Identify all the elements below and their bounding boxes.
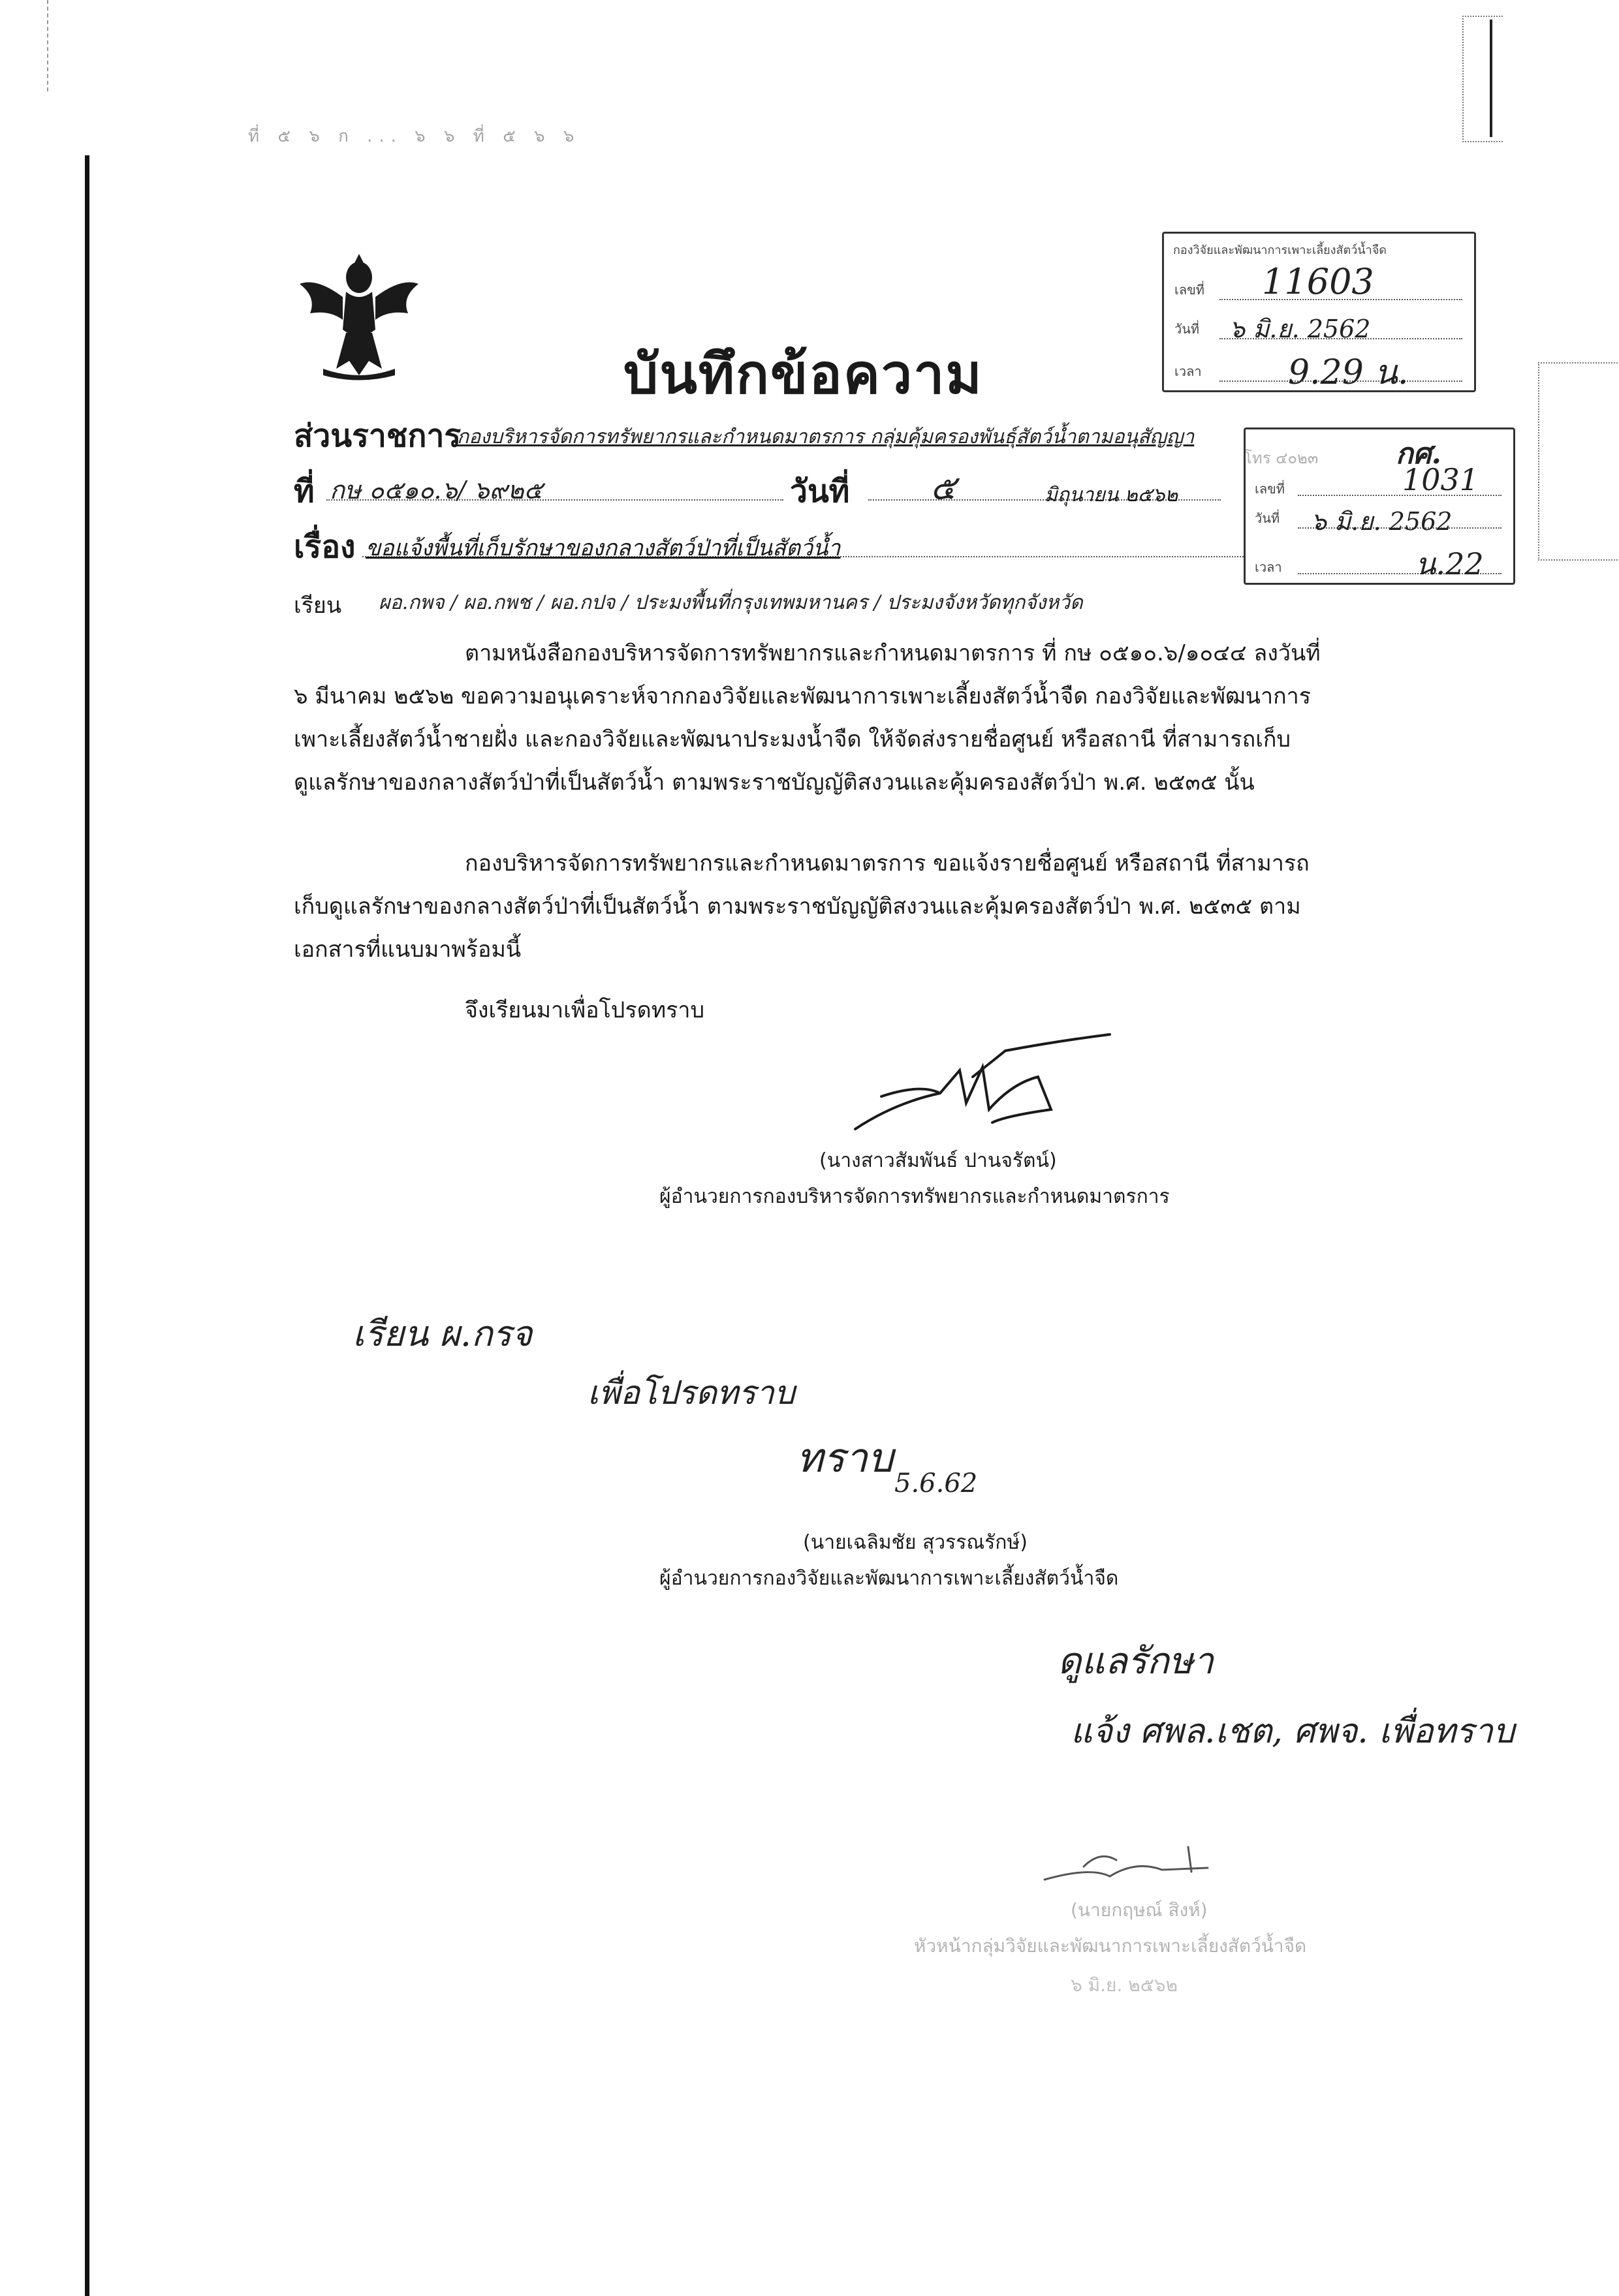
doc-no-label: ที่	[294, 473, 315, 510]
receipt-stamp-2	[1244, 427, 1515, 585]
signature-2-name: (นายเฉลิมชัย สุวรรณรักษ์)	[803, 1531, 1028, 1554]
paragraph-1-line-1: ตามหนังสือกองบริหารจัดการทรัพยากรและกำหนดมาตรการ ที่ กษ ๐๕๑๐.๖/๑๐๔๔ ลงวันที่	[465, 640, 1321, 666]
left-margin-line	[85, 155, 89, 2296]
stamp1-date-label: วันที่	[1174, 321, 1200, 337]
agency-value: กองบริหารจัดการทรัพยากรและกำหนดมาตรการ กลุ่มคุ้มครองพันธุ์สัตว์น้ำตามอนุสัญญา	[457, 426, 1195, 448]
stamp1-time-value: 9.29 น.	[1288, 353, 1409, 392]
date-month-year: มิถุนายน ๒๕๖๒	[1045, 484, 1178, 506]
stamp2-time-value: น.22	[1415, 546, 1484, 582]
top-edge-mark	[47, 0, 50, 91]
closing-text: จึงเรียนมาเพื่อโปรดทราบ	[465, 997, 705, 1023]
garuda-emblem	[297, 251, 421, 382]
top-right-dotted-mark	[1462, 16, 1503, 142]
signature-2-position: ผู้อำนวยการกองวิจัยและพัฒนาการเพาะเลี้ยงสัตว์น้ำจืด	[659, 1567, 1119, 1590]
stamp1-no-label: เลขที่	[1174, 282, 1204, 298]
stamp1-time-label: เวลา	[1174, 364, 1202, 379]
subject-value: ขอแจ้งพื้นที่เก็บรักษาของกลางสัตว์ป่าที่เป็นสัตว์น้ำ	[366, 535, 841, 561]
addressee-label: เรียน	[294, 593, 342, 619]
stamp2-title: กศ.	[1396, 437, 1441, 471]
handwritten-note-2: เพื่อโปรดทราบ	[588, 1374, 795, 1412]
right-edge-dotted-mark	[1538, 362, 1618, 561]
signature-1-position: ผู้อำนวยการกองบริหารจัดการทรัพยากรและกำหนดมาตรการ	[659, 1185, 1170, 1208]
stamp2-no-label: เลขที่	[1255, 481, 1285, 497]
paragraph-2-line-3: เอกสารที่แนบมาพร้อมนี้	[294, 937, 522, 963]
stamp2-date-label: วันที่	[1255, 510, 1280, 526]
doc-no-value: กษ ๐๕๑๐.๖/ ๖๙๒๕	[330, 476, 543, 504]
paragraph-1-line-3: เพาะเลี้ยงสัตว์น้ำชายฝั่ง และกองวิจัยและพัฒนาประมงน้ำจืด ให้จัดส่งรายชื่อศูนย์ หรือสถานี ที่สามารถเก็บ	[294, 726, 1291, 752]
page-title: บันทึกข้อความ	[623, 342, 983, 406]
signature-1-scribble	[842, 1031, 1116, 1149]
handwritten-note-5: แจ้ง ศพล.เชต, ศพจ. เพื่อทราบ	[1071, 1712, 1515, 1751]
signature-1-name: (นางสาวสัมพันธ์ ปานจรัตน์)	[819, 1149, 1057, 1172]
addressee-value: ผอ.กพจ / ผอ.กพช / ผอ.กปจ / ประมงพื้นที่กรุงเทพมหานคร / ประมงจังหวัดทุกจังหวัด	[379, 591, 1083, 614]
paragraph-2-line-2: เก็บดูแลรักษาของกลางสัตว์ป่าที่เป็นสัตว์น้ำ ตามพระราชบัญญัติสงวนและคุ้มครองสัตว์ป่า พ.ศ. ๒๕๓๕ ตาม	[294, 893, 1301, 920]
faded-signature-name: (นายกฤษณ์ สิงห์)	[1071, 1899, 1208, 1921]
handwritten-note-3b: 5.6.62	[894, 1468, 978, 1498]
signature-3-scribble	[1038, 1821, 1234, 1893]
date-label: วันที่	[790, 473, 850, 510]
paragraph-2-line-1: กองบริหารจัดการทรัพยากรและกำหนดมาตรการ ขอแจ้งรายชื่อศูนย์ หรือสถานี ที่สามารถ	[465, 850, 1310, 877]
subject-label: เรื่อง	[294, 529, 356, 565]
stamp1-no-value: 11603	[1262, 261, 1374, 302]
stamp2-date-value: ๖ มิ.ย. 2562	[1311, 507, 1453, 536]
paragraph-1	[294, 632, 1404, 804]
handwritten-note-1: เรียน ผ.กรจ	[353, 1313, 533, 1354]
handwritten-note-3: ทราบ	[796, 1434, 894, 1482]
paragraph-1-line-2: ๖ มีนาคม ๒๕๖๒ ขอความอนุเคราะห์จากกองวิจัยและพัฒนาการเพาะเลี้ยงสัตว์น้ำจืด กองวิจัยและพัฒนาการ	[294, 683, 1312, 709]
stamp2-no-value: 1031	[1402, 462, 1479, 497]
paragraph-2	[294, 842, 1404, 971]
stamp1-date-value: ๖ มิ.ย. 2562	[1229, 315, 1371, 343]
receipt-stamp-1	[1162, 232, 1476, 392]
handwritten-note-4: ดูแลรักษา	[1058, 1640, 1214, 1683]
date-day: ๕	[930, 469, 956, 508]
stamp1-title: กองวิจัยและพัฒนาการเพาะเลี้ยงสัตว์น้ำจืด	[1173, 243, 1387, 257]
stamp2-time-label: เวลา	[1255, 559, 1282, 575]
faded-signature-date: ๖ มิ.ย. ๒๕๖๒	[1071, 1974, 1178, 1996]
agency-label: ส่วนราชการ	[294, 418, 462, 454]
paragraph-1-line-4: ดูแลรักษาของกลางสัตว์ป่าที่เป็นสัตว์น้ำ ตามพระราชบัญญัติสงวนและคุ้มครองสัตว์ป่า พ.ศ. ๒๕๓๕ นั้น	[294, 769, 1255, 796]
faded-signature-position: หัวหน้ากลุ่มวิจัยและพัฒนาการเพาะเลี้ยงสัตว์น้ำจืด	[914, 1935, 1307, 1957]
top-strip-text: ที่ ๕ ๖ ก ... ๖ ๖ ที่ ๕ ๖ ๖	[248, 127, 581, 146]
